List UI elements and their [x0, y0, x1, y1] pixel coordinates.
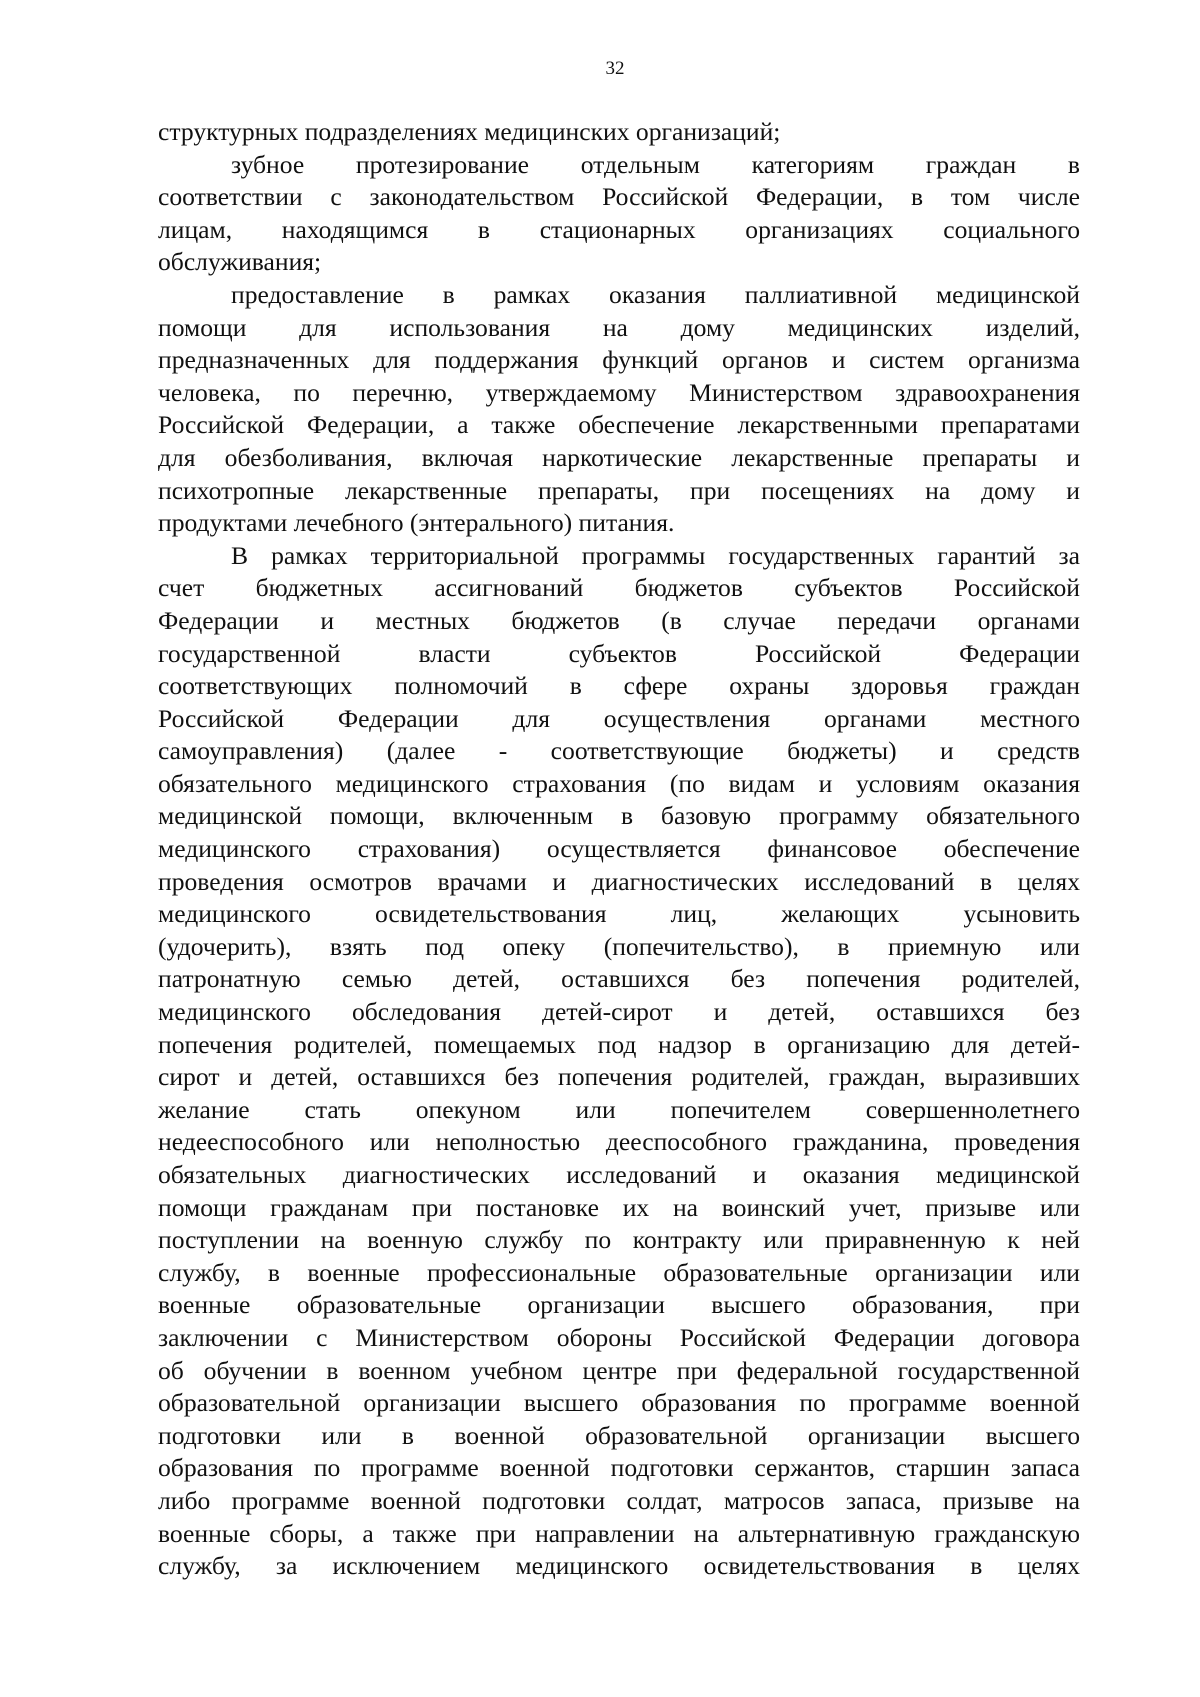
text-line: проведения осмотров врачами и диагностических исследований в целях [158, 866, 1080, 896]
text-line: медицинского обследования детей-сирот и детей, оставшихся без [158, 997, 1080, 1027]
text-line: подготовки или в военной образовательной организации высшего [158, 1420, 1080, 1450]
text-line: продуктами лечебного (энтерального) питания. [158, 508, 675, 538]
text-line: службу, в военные профессиональные образовательные организации или [158, 1257, 1080, 1287]
text-line: помощи гражданам при постановке их на воинский учет, призыве или [158, 1192, 1080, 1222]
text-line: обязательного медицинского страхования (по видам и условиям оказания [158, 768, 1080, 798]
text-line: поступлении на военную службу по контракту или приравненную к ней [158, 1225, 1080, 1255]
text-line: счет бюджетных ассигнований бюджетов субъектов Российской [158, 573, 1080, 603]
text-line: Российской Федерации, а также обеспечение лекарственными препаратами [158, 410, 1080, 440]
text-line: (удочерить), взять под опеку (попечительство), в приемную или [158, 931, 1080, 961]
text-line: желание стать опекуном или попечителем совершеннолетнего [158, 1094, 1080, 1124]
text-line: медицинской помощи, включенным в базовую программу обязательного [158, 801, 1080, 831]
text-line: медицинского освидетельствования лиц, желающих усыновить [158, 899, 1080, 929]
text-line: недееспособного или неполностью дееспособного гражданина, проведения [158, 1127, 1080, 1157]
text-line: патронатную семью детей, оставшихся без попечения родителей, [158, 964, 1080, 994]
text-line: либо программе военной подготовки солдат, матросов запаса, призыве на [158, 1485, 1080, 1515]
text-line: медицинского страхования) осуществляется финансовое обеспечение [158, 834, 1080, 864]
text-line: соответствующих полномочий в сфере охраны здоровья граждан [158, 671, 1080, 701]
text-line: самоуправления) (далее - соответствующие бюджеты) и средств [158, 736, 1080, 766]
text-line: обслуживания; [158, 247, 322, 277]
text-line: человека, по перечню, утверждаемому Министерством здравоохранения [158, 377, 1080, 407]
text-line: службу, за исключением медицинского освидетельствования в целях [158, 1551, 1080, 1581]
text-line: обязательных диагностических исследований и оказания медицинской [158, 1160, 1080, 1189]
text-line: попечения родителей, помещаемых под надзор в организацию для детей- [158, 1029, 1080, 1059]
text-line: психотропные лекарственные препараты, при посещениях на дому и [158, 475, 1080, 505]
text-line: военные сборы, а также при направлении на альтернативную гражданскую [158, 1518, 1080, 1548]
page-number: 32 [605, 58, 625, 79]
text-line: для обезболивания, включая наркотические лекарственные препараты и [158, 442, 1080, 472]
text-line: соответствии с законодательством Российской Федерации, в том числе [158, 182, 1080, 212]
text-line: Российской Федерации для осуществления органами местного [158, 703, 1080, 733]
text-line: помощи для использования на дому медицинских изделий, [158, 312, 1080, 342]
text-line: зубное протезирование отдельным категориям граждан в [231, 149, 1080, 179]
text-line: военные образовательные организации высшего образования, при [158, 1290, 1080, 1320]
text-line: государственной власти субъектов Российской Федерации [158, 638, 1080, 668]
text-line: структурных подразделениях медицинских организаций; [158, 117, 781, 146]
text-line: сирот и детей, оставшихся без попечения родителей, граждан, выразивших [158, 1062, 1080, 1092]
text-line: образовательной организации высшего образования по программе военной [158, 1388, 1080, 1418]
text-line: Федерации и местных бюджетов (в случае передачи органами [158, 605, 1080, 635]
document-body [158, 116, 1080, 1583]
text-line: образования по программе военной подготовки сержантов, старшин запаса [158, 1453, 1080, 1483]
text-line: предоставление в рамках оказания паллиативной медицинской [231, 279, 1080, 309]
text-line: В рамках территориальной программы государственных гарантий за [231, 540, 1080, 570]
text-line: об обучении в военном учебном центре при федеральной государственной [158, 1355, 1080, 1385]
text-line: заключении с Министерством обороны Российской Федерации договора [158, 1322, 1080, 1352]
text-line: лицам, находящимся в стационарных организациях социального [158, 214, 1080, 244]
text-line: предназначенных для поддержания функций органов и систем организма [158, 345, 1080, 375]
